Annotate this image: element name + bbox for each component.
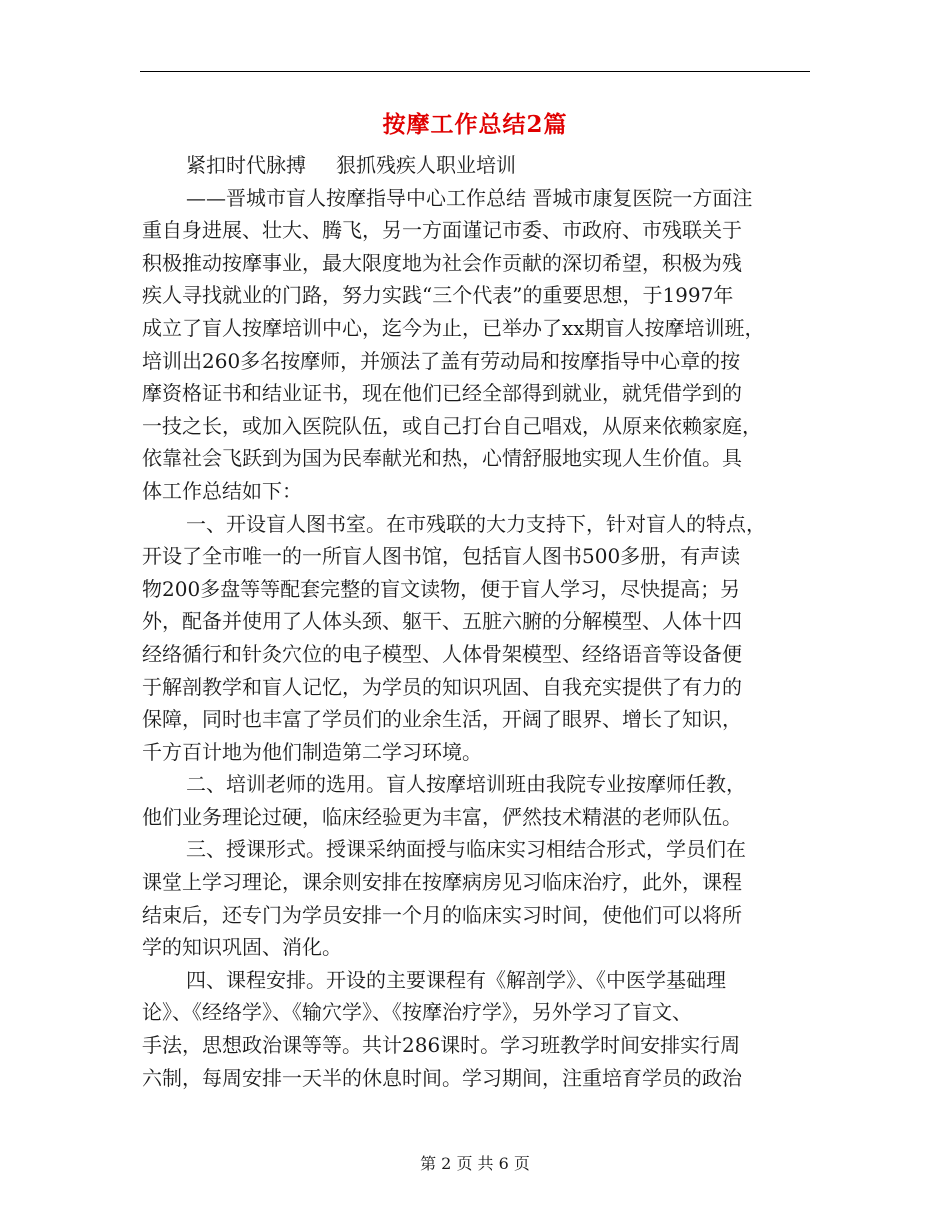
- page-number-footer: 第 2 页 共 6 页: [420, 1154, 530, 1173]
- body-line: 保障，同时也丰富了学员们的业余生活，开阔了眼界、增长了知识，: [142, 707, 742, 732]
- body-line: 千方百计地为他们制造第二学习环境。: [142, 739, 482, 764]
- body-line: 一、开设盲人图书室。在市残联的大力支持下，针对盲人的特点，: [186, 511, 766, 536]
- body-line: 重自身进展、壮大、腾飞，另一方面谨记市委、市政府、市残联关于: [142, 218, 742, 243]
- header-rule: [140, 71, 810, 72]
- body-line: 开设了全市唯一的一所盲人图书馆，包括盲人图书500多册，有声读: [142, 544, 741, 569]
- body-line: 依靠社会飞跃到为国为民奉献光和热，心情舒服地实现人生价值。具: [142, 446, 742, 471]
- body-line: 四、课程安排。开设的主要课程有《解剖学》、《中医学基础理: [186, 967, 726, 992]
- body-line: 学的知识巩固、消化。: [142, 935, 342, 960]
- body-line: 疾人寻找就业的门路，努力实践“三个代表”的重要思想，于1997年: [142, 283, 734, 308]
- body-line: 于解剖教学和盲人记忆，为学员的知识巩固、自我充实提供了有力的: [142, 674, 742, 699]
- body-line: 外，配备并使用了人体头颈、躯干、五脏六腑的分解模型、人体十四: [142, 609, 742, 634]
- body-line: 手法，思想政治课等等。共计286课时。学习班教学时间安排实行周: [142, 1033, 741, 1058]
- subtitle-part2: 狠抓残疾人职业培训: [336, 153, 516, 177]
- body-line: 体工作总结如下：: [142, 478, 302, 503]
- body-line: 结束后，还专门为学员安排一个月的临床实习时间，使他们可以将所: [142, 902, 742, 927]
- body-line: 二、培训老师的选用。盲人按摩培训班由我院专业按摩师任教，: [186, 772, 746, 797]
- body-line: ——晋城市盲人按摩指导中心工作总结 晋城市康复医院一方面注: [186, 185, 753, 210]
- body-line: 论》、《经络学》、《输穴学》、《按摩治疗学》，另外学习了盲文、: [142, 1000, 692, 1025]
- body-line: 摩资格证书和结业证书，现在他们已经全部得到就业，就凭借学到的: [142, 381, 742, 406]
- body-line: 一技之长，或加入医院队伍，或自己打台自己唱戏，从原来依赖家庭，: [142, 413, 762, 438]
- subtitle: [142, 149, 814, 182]
- body-line: 积极推动按摩事业，最大限度地为社会作贡献的深切希望，积极为残: [142, 250, 742, 275]
- body-line: 课堂上学习理论，课余则安排在按摩病房见习临床治疗，此外，课程: [142, 870, 742, 895]
- body-line: 他们业务理论过硬，临床经验更为丰富，俨然技术精湛的老师队伍。: [142, 804, 742, 829]
- document-title: 按摩工作总结2篇: [382, 111, 568, 138]
- document-body: [142, 149, 814, 1094]
- body-line: 经络循行和针灸穴位的电子模型、人体骨架模型、经络语音等设备便: [142, 641, 742, 666]
- body-line: 六制，每周安排一天半的休息时间。学习期间，注重培育学员的政治: [142, 1065, 742, 1090]
- body-line: 三、授课形式。授课采纳面授与临床实习相结合形式，学员们在: [186, 837, 746, 862]
- body-line: 成立了盲人按摩培训中心，迄今为止，已举办了xx期盲人按摩培训班，: [142, 315, 765, 340]
- body-line: 培训出260多名按摩师，并颁法了盖有劳动局和按摩指导中心章的按: [142, 348, 741, 373]
- subtitle-part1: 紧扣时代脉搏: [186, 153, 306, 177]
- body-line: 物200多盘等等配套完整的盲文读物，便于盲人学习，尽快提高；另: [142, 576, 741, 601]
